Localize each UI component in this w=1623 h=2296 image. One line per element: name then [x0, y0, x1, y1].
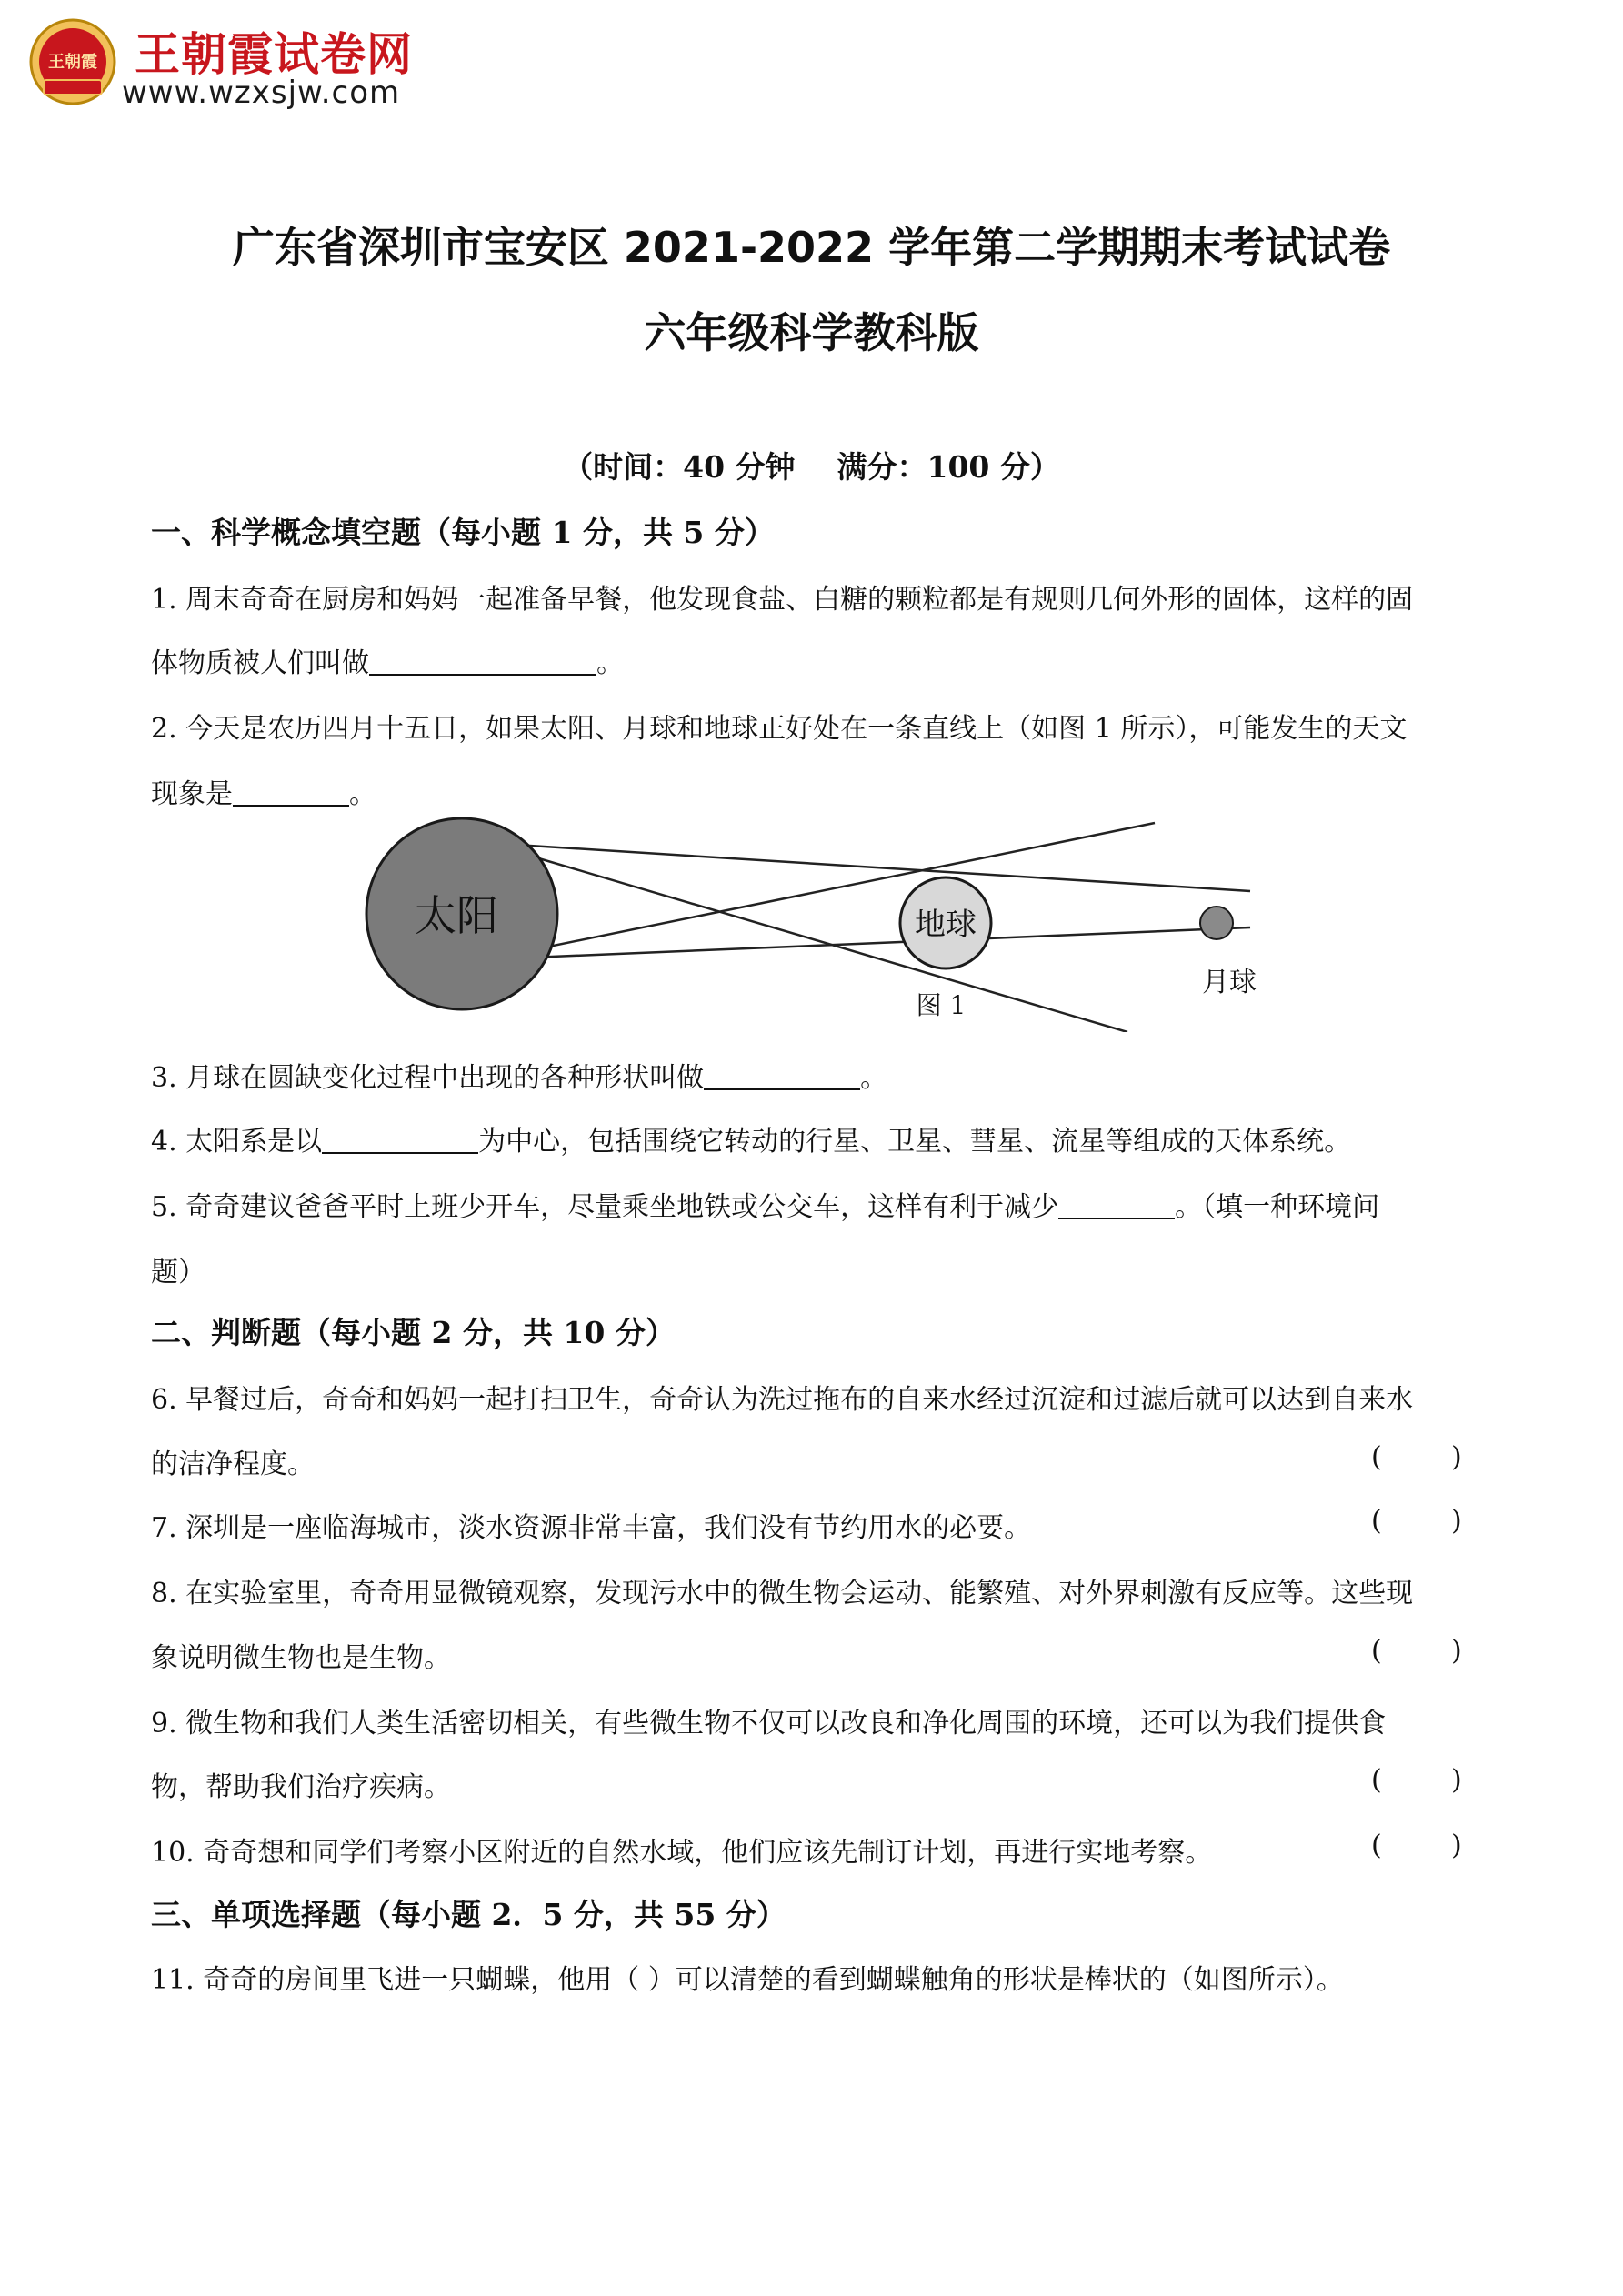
q1-text: 体物质被人们叫做 — [151, 647, 369, 679]
q9-line2: 物，帮助我们治疗疾病。 — [151, 1771, 451, 1803]
q6-line2: 的洁净程度。 — [151, 1449, 315, 1480]
svg-text:王朝霞: 王朝霞 — [48, 53, 97, 72]
exam-title: 广东省深圳市宝安区 2021-2022 学年第二学期期末考试试卷 — [232, 223, 1391, 272]
q4-end: 为中心，包括围绕它转动的行星、卫星、彗星、流星等组成的天体系统。 — [478, 1126, 1352, 1158]
q2-end: 。 — [349, 778, 376, 810]
q11-line: 11. 奇奇的房间里飞进一只蝴蝶，他用（ ）可以清楚的看到蝴蝶触角的形状是棒状的（如图所示）。 — [151, 1964, 1344, 1996]
site-logo — [20, 13, 529, 113]
q10-answer-paren[interactable]: ( ) — [1371, 1830, 1462, 1861]
ray-upper-direct — [486, 843, 1250, 891]
section3-heading: 三、单项选择题（每小题 2．5 分，共 55 分） — [151, 1897, 786, 1932]
q7-answer-paren[interactable]: ( ) — [1371, 1505, 1462, 1537]
brand-name: 王朝霞试卷网 — [135, 28, 413, 81]
q5-line2: 题） — [151, 1257, 205, 1288]
brand-url[interactable]: www.wzxsjw.com — [122, 75, 401, 111]
q6-answer-paren[interactable]: ( ) — [1371, 1441, 1462, 1473]
q3-answer-blank[interactable] — [704, 1061, 860, 1090]
figure-caption: 图 1 — [916, 990, 967, 1020]
q5-end: 。（填一种环境问 — [1175, 1191, 1380, 1223]
q2-answer-blank[interactable] — [233, 777, 349, 807]
section2-heading: 二、判断题（每小题 2 分，共 10 分） — [151, 1315, 676, 1350]
q4-line — [151, 1118, 1351, 1158]
exam-subtitle: 六年级科学教科版 — [644, 308, 979, 357]
q4-text: 4. 太阳系是以 — [151, 1126, 323, 1158]
q5-line1 — [151, 1184, 1379, 1224]
figure-1-diagram — [355, 805, 1273, 1032]
earth-label: 地球 — [915, 907, 977, 943]
q9-line1: 9. 微生物和我们人类生活密切相关，有些微生物不仅可以改良和净化周围的环境，还可以为我们提供食 — [151, 1708, 1387, 1740]
q10-line: 10. 奇奇想和同学们考察小区附近的自然水域，他们应该先制订计划，再进行实地考察。 — [151, 1837, 1213, 1869]
seal-emblem-icon — [27, 16, 118, 107]
q4-answer-blank[interactable] — [322, 1125, 478, 1154]
q1-line2 — [151, 640, 624, 680]
sun-label: 太阳 — [415, 891, 498, 940]
q6-line1: 6. 早餐过后，奇奇和妈妈一起打扫卫生，奇奇认为洗过拖布的自来水经过沉淀和过滤后就可以达到自来水 — [151, 1384, 1414, 1416]
q3-line — [151, 1055, 887, 1095]
moon-label: 月球 — [1202, 967, 1257, 998]
ray-lower-cross — [486, 823, 1155, 959]
q1-line1: 1. 周末奇奇在厨房和妈妈一起准备早餐，他发现食盐、白糖的颗粒都是有规则几何外形的固体，这样的固 — [151, 584, 1414, 616]
q1-answer-blank[interactable] — [369, 647, 596, 676]
q8-line1: 8. 在实验室里，奇奇用显微镜观察，发现污水中的微生物会运动、能繁殖、对外界刺激有反应等。这些现 — [151, 1578, 1414, 1609]
moon-circle — [1200, 907, 1233, 939]
q5-answer-blank[interactable] — [1058, 1190, 1175, 1219]
q5-text: 5. 奇奇建议爸爸平时上班少开车，尽量乘坐地铁或公交车，这样有利于减少 — [151, 1191, 1059, 1223]
q1-end: 。 — [596, 647, 624, 679]
q9-answer-paren[interactable]: ( ) — [1371, 1764, 1462, 1796]
q8-line2: 象说明微生物也是生物。 — [151, 1642, 451, 1674]
q7-line: 7. 深圳是一座临海城市，淡水资源非常丰富，我们没有节约用水的必要。 — [151, 1512, 1032, 1544]
exam-info: （时间：40 分钟 满分：100 分） — [563, 449, 1060, 485]
q2-line1: 2. 今天是农历四月十五日，如果太阳、月球和地球正好处在一条直线上（如图 1 所示），可能发生的天文 — [151, 713, 1408, 745]
q2-line2 — [151, 771, 376, 811]
q8-answer-paren[interactable]: ( ) — [1371, 1635, 1462, 1667]
section1-heading: 一、科学概念填空题（每小题 1 分，共 5 分） — [151, 515, 775, 550]
q3-text: 3. 月球在圆缺变化过程中出现的各种形状叫做 — [151, 1062, 705, 1094]
q3-end: 。 — [860, 1062, 888, 1094]
q2-text: 现象是 — [151, 778, 233, 810]
